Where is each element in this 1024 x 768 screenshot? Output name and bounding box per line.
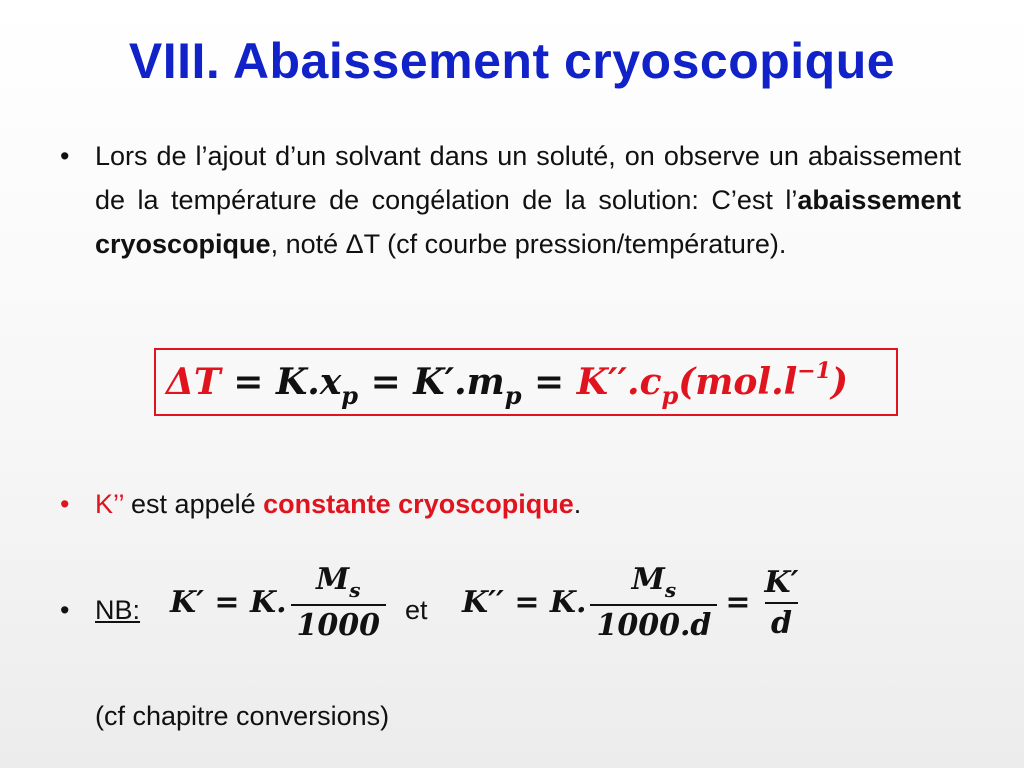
f1-numerator: $M_s$ — [316, 562, 361, 602]
bullet-dot-red: • — [60, 489, 70, 519]
k-double-prime-symbol: K’’ — [95, 489, 124, 519]
eq-sub-p1: p — [341, 381, 359, 410]
definition-text-before: Lors de l’ajout d’un solvant dans un soluté, on observe un abaissement de la température de congélation de la solution: C’est l’ — [95, 141, 961, 215]
eq-k: K — [275, 361, 308, 403]
f2-lhs: K′′ = K. — [462, 585, 587, 620]
f1-fraction — [291, 562, 387, 643]
bullet-dot: • — [60, 595, 70, 625]
eq-sub-p2: p — [504, 381, 522, 410]
formula-k-double-prime — [462, 562, 809, 643]
eq-sub-p3: p — [661, 381, 679, 410]
eq-equals-2: = — [358, 361, 414, 403]
eq-dot-3: . — [627, 361, 640, 403]
eq-dot-1: . — [307, 361, 320, 403]
f1-lhs: K′ = K. — [170, 585, 287, 620]
conversion-note: (cf chapitre conversions) — [95, 701, 390, 731]
bullet-definition — [60, 134, 961, 266]
eq-x: x — [319, 361, 342, 403]
eq-unit-exp: −1 — [797, 358, 832, 384]
cryoscopic-equation — [166, 358, 848, 410]
bullet-nb — [60, 588, 141, 632]
connector-et: et — [405, 595, 428, 625]
f2-numerator-2: K′ — [764, 564, 799, 600]
formula-k-prime — [170, 562, 390, 643]
eq-unit-open: (mol.l — [678, 361, 798, 403]
f2-denominator: 1000.d — [590, 604, 717, 643]
bullet-constant — [60, 482, 582, 526]
eq-dot-2: . — [454, 361, 467, 403]
f1-denominator: 1000 — [291, 604, 387, 643]
definition-text-after: , noté ΔT (cf courbe pression/température). — [270, 229, 787, 259]
constant-end: . — [573, 489, 582, 519]
definition-bold-term: abaissement cryoscopique — [95, 185, 961, 259]
bullet-dot: • — [60, 141, 70, 171]
eq-equals-3: = — [521, 361, 577, 403]
eq-equals-1: = — [220, 361, 276, 403]
eq-k-prime: K′ — [413, 361, 455, 403]
eq-c: c — [639, 361, 662, 403]
f2-numerator: $M_s$ — [631, 562, 677, 602]
eq-k-double-prime: K′′ — [576, 361, 628, 403]
eq-delta-t: ΔT — [166, 361, 221, 403]
eq-unit-close: ) — [831, 361, 849, 403]
nb-label: NB: — [95, 595, 141, 625]
f2-fraction — [590, 562, 717, 643]
f2-fraction-2 — [759, 565, 805, 641]
f2-denominator-2: d — [765, 602, 798, 641]
slide-title: VIII. Abaissement cryoscopique — [128, 33, 896, 89]
equation-box — [154, 348, 898, 416]
constant-text: est appelé — [123, 489, 264, 519]
f2-equals: = — [725, 585, 751, 620]
constant-term: constante cryoscopique — [263, 489, 574, 519]
eq-m: m — [466, 361, 505, 403]
